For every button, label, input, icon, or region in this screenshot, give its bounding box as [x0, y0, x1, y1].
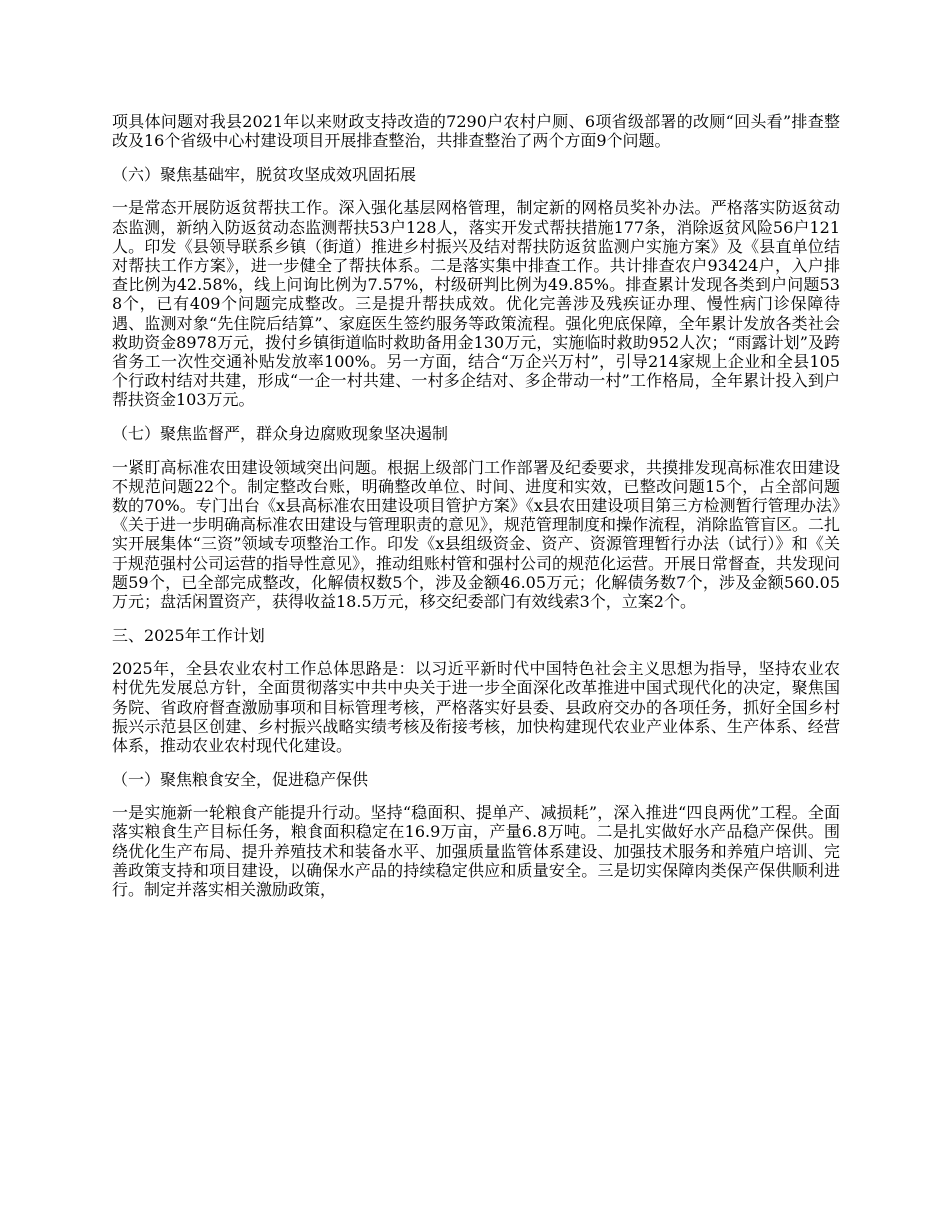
- section-heading-supervision: （七）聚焦监督严，群众身边腐败现象坚决遏制: [112, 424, 449, 444]
- paragraph-food-security-actions: 一是实施新一轮粮食产能提升行动。坚持“稳面积、提单产、减损耗”，深入推进“四良两优”工程。全面落实粮食生产目标任务，粮食面积稳定在16.9万亩，产量6.8万吨。二是扎实做好水产品稳产保供。围绕优化生产布局、提升养殖技术和装备水平、加强质量监管体系建设、加强技术服务和养殖户培训、完善政策支持和项目建设，以确保水产品的持续稳定供应和质量安全。三是切实保障肉类保产保供顺利进行。制定并落实相关激励政策，: [112, 803, 840, 900]
- section-heading-food-security: （一）聚焦粮食安全，促进稳产保供: [112, 769, 369, 789]
- paragraph-toilet-rectification: 项具体问题对我县2021年以来财政支持改造的7290户农村户厕、6项省级部署的改厕“回头看”排查整改及16个省级中心村建设项目开展排查整治，共排查整治了两个方面9个问题。: [112, 112, 840, 151]
- section-heading-2025-plan: 三、2025年工作计划: [112, 625, 265, 645]
- section-heading-poverty-alleviation: （六）聚焦基础牢，脱贫攻坚成效巩固拓展: [112, 164, 417, 184]
- paragraph-2025-overall-approach: 2025年，全县农业农村工作总体思路是：以习近平新时代中国特色社会主义思想为指导，坚持农业农村优先发展总方针，全面贯彻落实中共中央关于进一步全面深化改革推进中国式现代化的决定，聚焦国务院、省政府督查激励事项和目标管理考核，严格落实好县委、县政府交办的各项任务，抓好全国乡村振兴示范县区创建、乡村振兴战略实绩考核及衔接考核，加快构建现代农业产业体系、生产体系、经营体系，推动农业农村现代化建设。: [112, 659, 840, 756]
- paragraph-poverty-assistance: 一是常态开展防返贫帮扶工作。深入强化基层网格管理，制定新的网格员奖补办法。严格落实防返贫动态监测，新纳入防返贫动态监测帮扶53户128人，落实开发式帮扶措施177条，消除返贫风险56户121人。印发《县领导联系乡镇（街道）推进乡村振兴及结对帮扶防返贫监测户实施方案》及《县直单位结对帮扶工作方案》，进一步健全了帮扶体系。二是落实集中排查工作。共计排查农户93424户，入户排查比例为42.58%，线上问询比例为7.57%，村级研判比例为49.85%。排查累计发现各类到户问题538个，已有409个问题完成整改。三是提升帮扶成效。优化完善涉及残疾证办理、慢性病门诊保障待遇、监测对象“先住院后结算”、家庭医生签约服务等政策流程。强化兜底保障，全年累计发放各类社会救助资金8978万元，拨付乡镇街道临时救助备用金130万元，实施临时救助952人次；“雨露计划”及跨省务工一次性交通补贴发放率100%。另一方面，结合“万企兴万村”，引导214家规上企业和全县105个行政村结对共建，形成“一企一村共建、一村多企结对、多企带动一村”工作格局，全年累计投入到户帮扶资金103万元。: [112, 198, 840, 410]
- paragraph-farmland-supervision: 一紧盯高标准农田建设领域突出问题。根据上级部门工作部署及纪委要求，共摸排发现高标准农田建设不规范问题22个。制定整改台账，明确整改单位、时间、进度和实效，已整改问题15个，占全部问题数的70%。专门出台《x县高标准农田建设项目管护方案》《x县农田建设项目第三方检测暂行管理办法》《关于进一步明确高标准农田建设与管理职责的意见》，规范管理制度和操作流程，消除监管盲区。二扎实开展集体“三资”领域专项整治工作。印发《x县组级资金、资产、资源管理暂行办法（试行）》和《关于规范强村公司运营的指导性意见》，推动组账村管和强村公司的规范化运营。开展日常督查，共发现问题59个，已全部完成整改，化解债权数5个，涉及金额46.05万元；化解债务数7个，涉及金额560.05万元；盘活闲置资产，获得收益18.5万元，移交纪委部门有效线索3个，立案2个。: [112, 457, 841, 612]
- document-page: [112, 112, 840, 914]
